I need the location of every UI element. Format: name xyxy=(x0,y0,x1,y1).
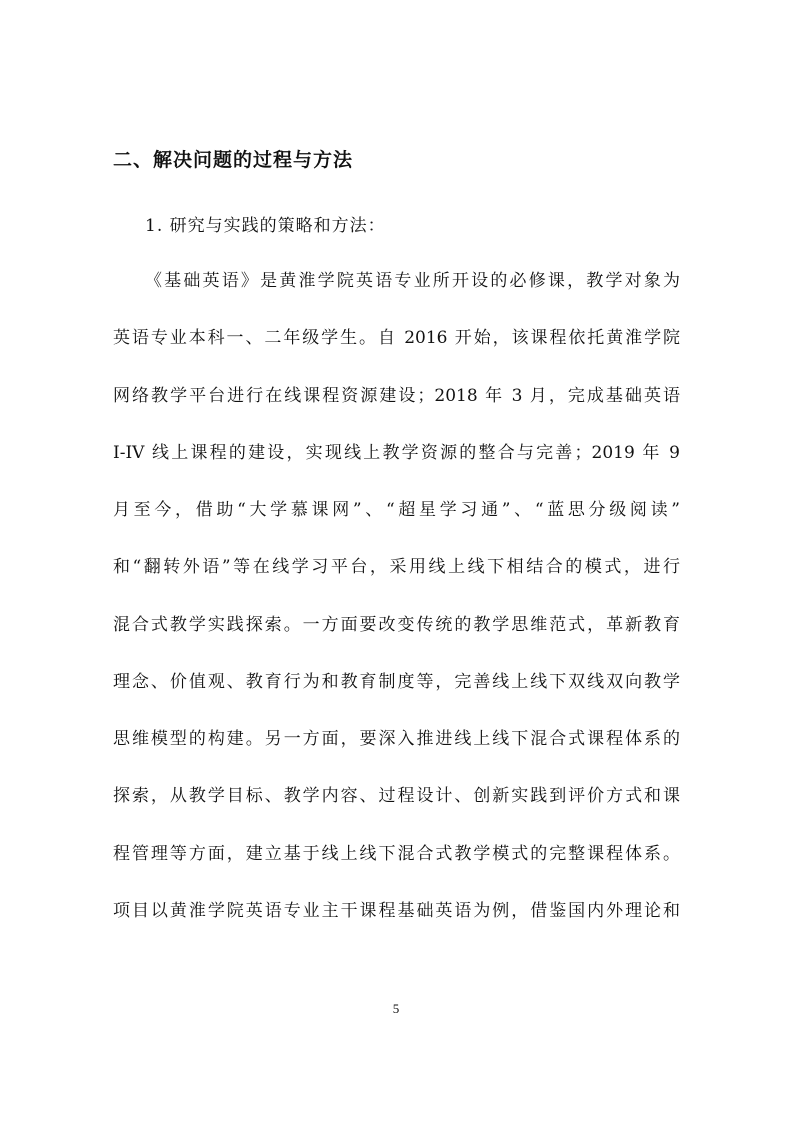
section-heading: 二、解决问题的过程与方法 xyxy=(113,149,354,171)
paragraph-line: 探索，从教学目标、教学内容、过程设计、创新实践到评价方式和课 xyxy=(113,786,680,806)
subsection-heading: 1. 研究与实践的策略和方法： xyxy=(145,216,386,236)
paragraph-line: 月至今，借助“大学慕课网”、“超星学习通”、“蓝思分级阅读” xyxy=(113,500,680,520)
paragraph-line: 混合式教学实践探索。一方面要改变传统的教学思维范式，革新教育 xyxy=(113,615,680,635)
paragraph-line: 项目以黄淮学院英语专业主干课程基础英语为例，借鉴国内外理论和 xyxy=(113,901,680,921)
paragraph-line: 理念、价值观、教育行为和教育制度等，完善线上线下双线双向教学 xyxy=(113,672,680,692)
paragraph-line: 英语专业本科一、二年级学生。自 2016 开始，该课程依托黄淮学院 xyxy=(113,328,680,348)
paragraph-line: 网络教学平台进行在线课程资源建设；2018 年 3 月，完成基础英语 xyxy=(113,386,680,406)
page-number: 5 xyxy=(392,1001,400,1016)
paragraph-line: 程管理等方面，建立基于线上线下混合式教学模式的完整课程体系。 xyxy=(113,844,680,864)
paragraph-line: 《基础英语》是黄淮学院英语专业所开设的必修课，教学对象为 xyxy=(145,271,680,291)
paragraph-line: 思维模型的构建。另一方面，要深入推进线上线下混合式课程体系的 xyxy=(113,729,680,749)
paragraph-line: 和“翻转外语”等在线学习平台，采用线上线下相结合的模式，进行 xyxy=(113,557,680,577)
paragraph-line: I-IV 线上课程的建设，实现线上教学资源的整合与完善；2019 年 9 xyxy=(113,443,680,463)
